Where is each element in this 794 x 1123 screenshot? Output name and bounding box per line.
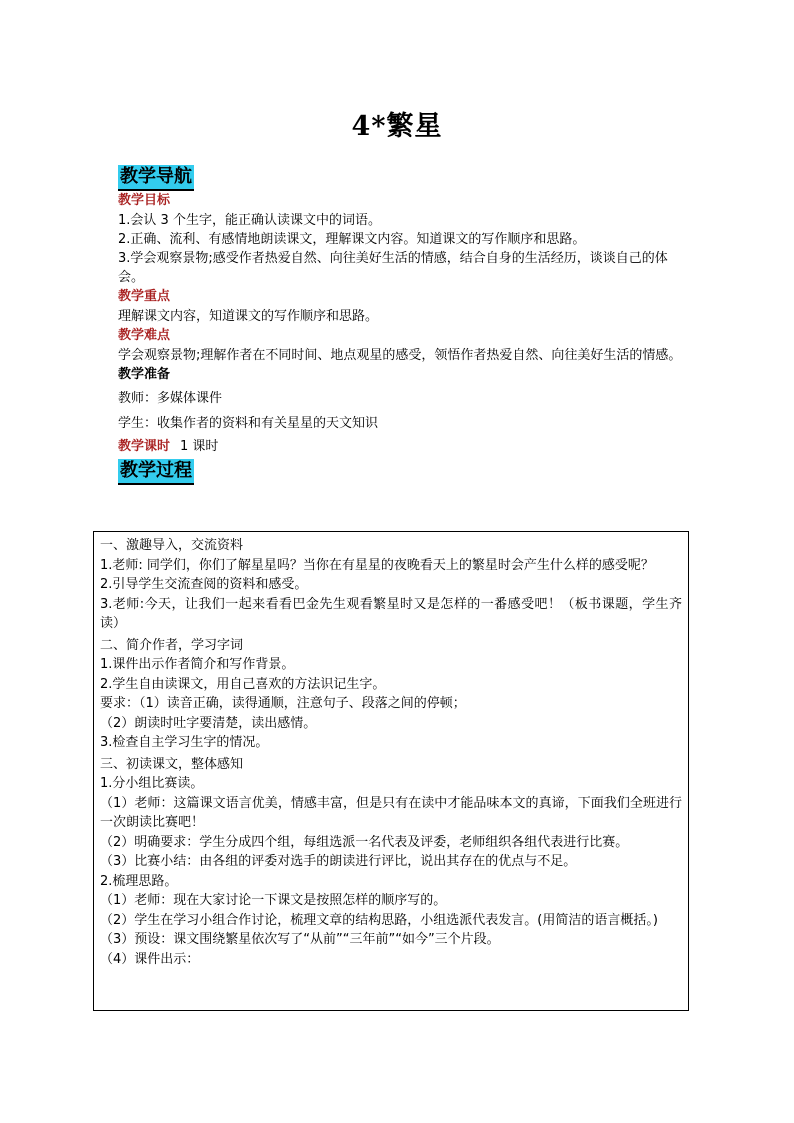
objective-item: 1.会认 3 个生字，能正确认读课文中的词语。 xyxy=(118,213,381,228)
process-line: 2.梳理思路。 xyxy=(100,873,178,889)
prep-teacher: 教师：多媒体课件 xyxy=(118,391,223,406)
process-line: （4）课件出示： xyxy=(100,951,200,967)
process-heading: 教学过程 xyxy=(118,459,194,485)
objectives-label: 教学目标 xyxy=(118,193,171,208)
key-points-label: 教学重点 xyxy=(118,289,171,304)
process-line: 一、激趣导入，交流资料 xyxy=(100,538,244,553)
objective-item: 2.正确、流利、有感情地朗读课文，理解课文内容。知道课文的写作顺序和思路。 xyxy=(118,232,586,247)
process-line: 三、初读课文，整体感知 xyxy=(100,756,244,772)
page-title: 4*繁星 xyxy=(351,111,443,142)
difficulty-text: 学会观察景物;理解作者在不同时间、地点观星的感受，领悟作者热爱自然、向往美好生活的情感。 xyxy=(118,348,682,363)
process-line: 2.引导学生交流查阅的资料和感受。 xyxy=(100,577,308,592)
process-line: 要求：（1）读音正确，读得通顺，注意句子、段落之间的停顿； xyxy=(100,696,466,711)
process-line: 1.课件出示作者简介和写作背景。 xyxy=(100,657,295,672)
process-line: （3）比赛小结：由各组的评委对选手的朗读进行评比，说出其存在的优点与不足。 xyxy=(100,854,577,869)
process-line: （2）明确要求：学生分成四个组，每组选派一名代表及评委，老师组织各组代表进行比赛。 xyxy=(100,834,629,850)
process-line: 二、简介作者，学习字词 xyxy=(100,637,244,653)
process-line: （1）老师：这篇课文语言优美，情感丰富，但是只有在读中才能品味本文的真谛，下面我们全班进行一次朗读比赛吧！ xyxy=(100,795,682,830)
difficulty-label: 教学难点 xyxy=(118,328,171,343)
process-line: 3.检查自主学习生字的情况。 xyxy=(100,735,269,750)
process-line: （2）朗读时吐字要清楚，读出感情。 xyxy=(100,715,317,731)
prep-student: 学生：收集作者的资料和有关星星的天文知识 xyxy=(118,416,379,431)
guide-heading: 教学导航 xyxy=(118,165,194,191)
preparation-label: 教学准备 xyxy=(118,367,171,382)
class-hours-value: 1 课时 xyxy=(180,439,219,454)
process-line: 3.老师:今天，让我们一起来看看巴金先生观看繁星时又是怎样的一番感受吧！（板书课题，学生齐读） xyxy=(100,596,682,631)
key-points-text: 理解课文内容，知道课文的写作顺序和思路。 xyxy=(118,309,379,324)
process-line: （1）老师：现在大家讨论一下课文是按照怎样的顺序写的。 xyxy=(100,893,447,908)
process-line: 2.学生自由读课文，用自己喜欢的方法识记生字。 xyxy=(100,676,386,692)
teaching-guide xyxy=(118,165,690,485)
teaching-process-box xyxy=(93,531,689,1011)
process-line: 1.老师: 同学们，你们了解星星吗？当你在有星星的夜晚看天上的繁星时会产生什么样的感受呢？ xyxy=(100,557,654,573)
process-line: （3）预设：课文围绕繁星依次写了“从前”“三年前”“如今”三个片段。 xyxy=(100,932,500,947)
objective-item: 3.学会观察景物;感受作者热爱自然、向往美好生活的情感，结合自身的生活经历，谈谈自己的体会。 xyxy=(118,251,668,285)
process-line: 1.分小组比赛读。 xyxy=(100,776,204,791)
process-line: （2）学生在学习小组合作讨论，梳理文章的结构思路，小组选派代表发言。(用简洁的语言概括。) xyxy=(100,912,658,928)
class-hours-label: 教学课时 xyxy=(118,439,171,454)
